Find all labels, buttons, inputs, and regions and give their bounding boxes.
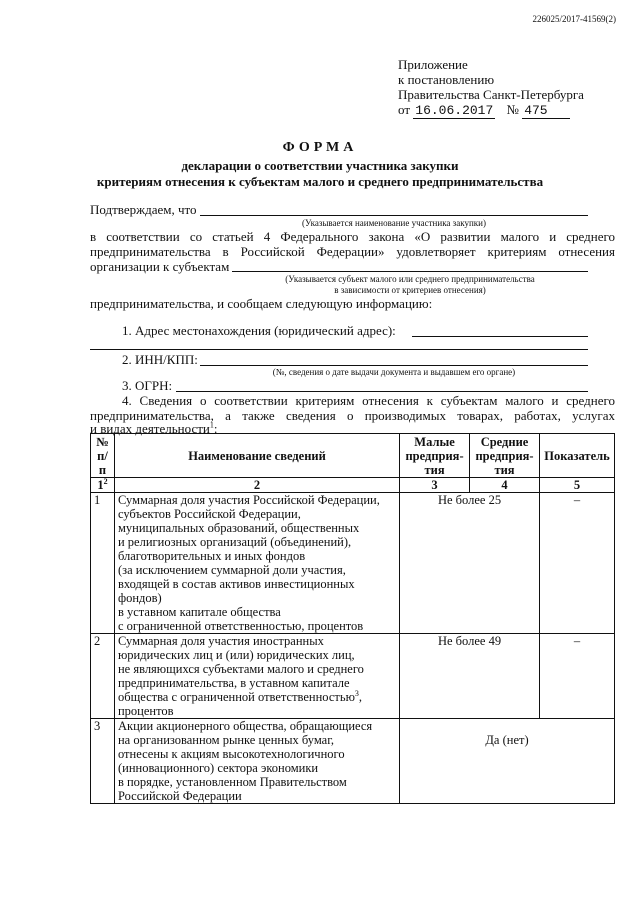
form-subtitle: декларации о соответствии участника закупки [181, 158, 459, 173]
sme-category-hint: в зависимости от критериев отнесения) [334, 285, 486, 295]
row-indicator: – [540, 493, 615, 634]
colnum: 3 [400, 478, 470, 493]
header-small-line: Малые [414, 434, 455, 449]
row-text-line: (инновационного) сектора экономики [117, 761, 319, 775]
header-medium-line: тия [494, 462, 515, 477]
confirm-prefix: Подтверждаем, что [90, 202, 197, 217]
header-indicator: Показатель [540, 434, 615, 478]
inn-hint: (№, сведения о дате выдачи документа и выдавшем его органе) [272, 367, 516, 377]
header-medium-line: Средние [480, 434, 529, 449]
row-text-line: отнесены к акциям высокотехнологичного [117, 747, 345, 761]
row-text-line: в уставном капитале общества [117, 605, 281, 619]
resolution-number: 475 [522, 103, 570, 119]
row-text-line: процентов [117, 704, 174, 718]
row-text-line: Суммарная доля участия иностранных [117, 634, 324, 648]
inn-label: 2. ИНН/КПП: [122, 352, 198, 367]
row-text-line: предпринимательства, в уставном капитале [117, 676, 350, 690]
header-num [91, 434, 115, 478]
column-number-row [91, 478, 615, 493]
row-text-line: благотворительных и иных фондов [117, 549, 306, 563]
table-row [91, 719, 615, 804]
form-title: ФОРМА [282, 140, 358, 155]
row-text-line: Акции акционерного общества, обращающиеся [117, 719, 373, 733]
table-header-row [91, 434, 615, 478]
row-num: 2 [91, 634, 115, 719]
sme-category-field[interactable] [232, 271, 588, 272]
colnum-text: 1 [97, 478, 104, 492]
sme-category-hint: (Указывается субъект малого или среднего предпринимательства [285, 274, 535, 284]
colnum: 4 [470, 478, 540, 493]
appendix-block [398, 57, 628, 119]
row-text [114, 493, 399, 634]
appendix-line: Приложение [398, 57, 468, 72]
row-text [114, 719, 399, 804]
participant-name-field[interactable] [200, 215, 588, 216]
participant-name-hint: (Указывается наименование участника закупки) [302, 218, 486, 228]
row-text-line: муниципальных образований, общественных [117, 521, 360, 535]
row-text-line: входящей в состав активов инвестиционных фондов) [117, 577, 355, 605]
appendix-date-line [398, 102, 628, 119]
row-text-line: с ограниченной ответственностью, процентов [117, 619, 364, 633]
document-number: 226025/2017-41569(2) [532, 14, 616, 24]
table-row [91, 634, 615, 719]
address-field-continued[interactable] [90, 349, 588, 350]
row-value: Не более 25 [400, 493, 540, 634]
row-text-line: в порядке, установленном Правительством [117, 775, 347, 789]
info-line: предпринимательства, а также сведения о производимых товарах, работах, услугах [90, 408, 615, 423]
header-num-line: № [96, 434, 109, 449]
paragraph-line: предпринимательства, и сообщаем следующую информацию: [90, 296, 433, 311]
ogrn-field[interactable] [176, 391, 588, 392]
footnote-mark: 1 [209, 420, 214, 430]
form-subtitle: критериям отнесения к субъектам малого и среднего предпринимательства [96, 174, 544, 189]
header-small [400, 434, 470, 478]
row-num: 3 [91, 719, 115, 804]
row-indicator: – [540, 634, 615, 719]
footnote-mark: 2 [103, 476, 108, 486]
row-value: Не более 49 [400, 634, 540, 719]
paragraph-line: организации к субъектам [90, 259, 230, 274]
row-text-line: Российской Федерации [117, 789, 242, 803]
number-prefix: № [506, 102, 519, 117]
colnum: 5 [540, 478, 615, 493]
header-medium [470, 434, 540, 478]
criteria-table [90, 433, 615, 804]
footnote-mark: 3 [354, 688, 359, 698]
resolution-date: 16.06.2017 [415, 103, 494, 118]
row-text [114, 634, 399, 719]
info-text: и видах деятельности [90, 421, 210, 436]
colnum: 2 [114, 478, 399, 493]
inn-field[interactable] [200, 365, 588, 366]
row-text-line: на организованном рынке ценных бумаг, [117, 733, 335, 747]
header-small-line: тия [424, 462, 445, 477]
row-value: Да (нет) [400, 719, 615, 804]
row-text-line [118, 690, 396, 704]
ogrn-label: 3. ОГРН: [122, 378, 173, 393]
header-name: Наименование сведений [114, 434, 399, 478]
header-small-line: предприя- [405, 448, 464, 463]
appendix-line: Правительства Санкт-Петербурга [398, 87, 584, 102]
row-text-line: (за исключением суммарной доли участия, [117, 563, 346, 577]
table-row [91, 493, 615, 634]
info-line: 4. Сведения о соответствии критериям отнесения к субъектам малого и среднего [122, 393, 615, 408]
info-colon: : [213, 421, 218, 436]
colnum [91, 478, 115, 493]
row-num: 1 [91, 493, 115, 634]
row-text-line: субъектов Российской Федерации, [117, 507, 301, 521]
row-text-part: общества с ограниченной ответственностью [117, 690, 355, 704]
address-field[interactable] [412, 336, 588, 337]
header-medium-line: предприя- [475, 448, 534, 463]
header-num-line: п/п [97, 448, 108, 477]
row-text-line: не являющихся субъектами малого и среднего [117, 662, 364, 676]
row-text-line: Суммарная доля участия Российской Федерации, [117, 493, 380, 507]
appendix-line: к постановлению [398, 72, 495, 87]
row-text-line: юридических лиц и (или) юридических лиц, [117, 648, 355, 662]
paragraph-line: в соответствии со статьей 4 Федерального закона «О развитии малого и среднего [90, 229, 615, 244]
row-text-part: , [358, 690, 363, 704]
date-prefix: от [398, 102, 411, 117]
paragraph-line: предпринимательства в Российской Федерации» удовлетворяет критериям отнесения [90, 244, 615, 259]
row-text-line: и религиозных организаций (объединений), [117, 535, 352, 549]
address-label: 1. Адрес местонахождения (юридический адрес): [122, 323, 396, 338]
